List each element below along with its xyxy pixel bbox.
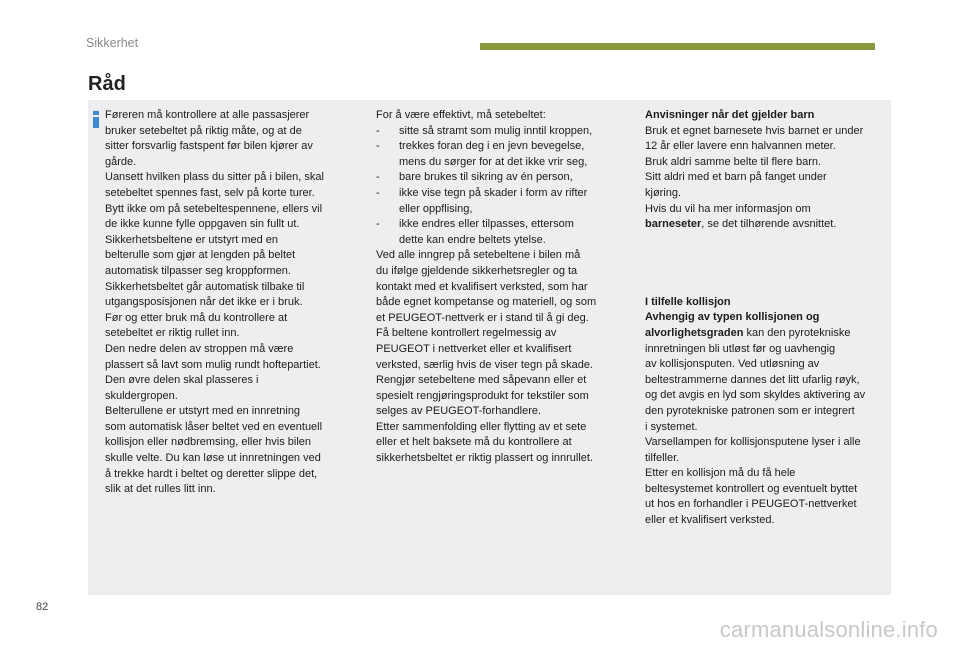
list-item: [376, 170, 626, 186]
text-line: Etter en kollisjon må du få hele: [645, 467, 796, 480]
text-line: bruker setebeltet på riktig måte, og at de: [105, 124, 302, 137]
text-line: Etter sammenfolding eller flytting av et sete: [376, 420, 587, 433]
column-belt-effectiveness: [376, 108, 626, 467]
list-item: [376, 217, 626, 248]
text-line: både egnet kompetanse og materiell, og som: [376, 296, 597, 309]
text-line: skulle velte. Du kan løse ut innretningen ved: [105, 452, 321, 465]
text-line: Sitt aldri med et barn på fanget under: [645, 171, 827, 184]
children-text: [645, 124, 890, 218]
text-line: Sikkerhetsbeltene er utstyrt med en: [105, 233, 279, 246]
list-item-text: mens du sørger for at det ikke vrir seg,: [399, 155, 588, 168]
text-line: beltestrammerne dannes det litt ufarlig røyk,: [645, 373, 860, 386]
text-line: Ved alle inngrep på setebeltene i bilen må: [376, 249, 581, 262]
text-line: 12 år eller lavere enn halvannen meter.: [645, 140, 836, 153]
text-line: eller et kvalifisert verksted.: [645, 514, 775, 527]
text-line: Bruk aldri samme belte til flere barn.: [645, 155, 822, 168]
text-line: utgangsposisjonen når det ikke er i bruk.: [105, 296, 303, 309]
collision-heading: I tilfelle kollisjon: [645, 295, 731, 308]
text-line: Bytt ikke om på setebeltespennene, ellers vil: [105, 202, 323, 215]
text-line: automatisk tilpasser seg kroppformen.: [105, 264, 291, 277]
text-line: et PEUGEOT-nettverk er i stand til å gi deg.: [376, 311, 589, 324]
column-general-advice: [105, 108, 355, 498]
text-line: de ikke kunne fylle oppgaven sin fullt ut.: [105, 218, 300, 231]
text-line: Få beltene kontrollert regelmessig av: [376, 327, 557, 340]
text-line: setebeltet spennes fast, selv på korte turer.: [105, 186, 315, 199]
text-line: tilfeller.: [645, 451, 680, 464]
text-line: sikkerhetsbeltet er riktig plassert og innrullet.: [376, 452, 594, 465]
collision-severity-line: alvorlighetsgraden kan den pyrotekniske: [645, 326, 851, 339]
text-line: Varsellampen for kollisjonsputene lyser i alle: [645, 436, 861, 449]
list-bullet: -: [376, 218, 380, 231]
page-number: 82: [36, 601, 49, 613]
info-icon: [93, 111, 99, 128]
text-line: Uansett hvilken plass du sitter på i bilen, skal: [105, 171, 324, 184]
text-line: verksted, særlig hvis de viser tegn på skade.: [376, 358, 594, 371]
text-line: sitter forsvarlig fastspent før bilen kjører av: [105, 140, 313, 153]
list-item-text: sitte så stramt som mulig inntil kroppen,: [399, 124, 593, 137]
text-line: Sikkerhetsbeltet går automatisk tilbake til: [105, 280, 305, 293]
text-line: setebeltet er riktig rullet inn.: [105, 327, 240, 340]
list-item: [376, 139, 626, 170]
text-line: gårde.: [105, 155, 137, 168]
children-heading: Anvisninger når det gjelder barn: [645, 109, 815, 121]
text-line: Før og etter bruk må du kontrollere at: [105, 311, 288, 324]
column-children-collision: [645, 108, 890, 529]
page-title: Råd: [88, 73, 126, 95]
list-item-text: ikke endres eller tilpasses, ettersom: [399, 218, 574, 231]
list-bullet: -: [376, 140, 380, 153]
text-line: Bruk et egnet barnesete hvis barnet er under: [645, 124, 864, 137]
text-line: og det avgis en lyd som skyldes aktivering av: [645, 389, 866, 402]
watermark: carmanualsonline.info: [719, 617, 938, 642]
text-line: Rengjør setebeltene med såpevann eller et: [376, 374, 587, 387]
list-bullet: -: [376, 186, 380, 199]
text-line: Den nedre delen av stroppen må være: [105, 342, 294, 355]
text-line: kjøring.: [645, 186, 682, 199]
text-line: slik at det rulles litt inn.: [105, 483, 216, 496]
text-line: den pyrotekniske patronen som er integrert: [645, 404, 855, 417]
child-seat-link-text: barneseter: [645, 218, 702, 231]
collision-subheading: Avhengig av typen kollisjonen og: [645, 311, 820, 324]
text-line: som automatisk låser beltet ved en eventuell: [105, 420, 323, 433]
list-item: [376, 186, 626, 217]
text-line: selges av PEUGEOT-forhandlere.: [376, 405, 542, 418]
list-bullet: -: [376, 124, 380, 137]
text-line: PEUGEOT i nettverket eller et kvalifisert: [376, 342, 572, 355]
text-line: kontakt med et kvalifisert verksted, som har: [376, 280, 588, 293]
belt-requirements-list: [376, 124, 626, 249]
text-line: i systemet.: [645, 420, 698, 433]
text-line: å trekke hardt i beltet og deretter slippe det,: [105, 467, 318, 480]
list-item-text: bare brukes til sikring av én person,: [399, 171, 573, 184]
list-item-text: trekkes foran deg i en jevn bevegelse,: [399, 140, 585, 153]
list-item-text: ikke vise tegn på skader i form av rifter: [399, 186, 588, 199]
section-label: Sikkerhet: [86, 36, 139, 50]
text-line: Føreren må kontrollere at alle passasjerer: [105, 109, 310, 121]
child-seat-reference: barneseter, se det tilhørende avsnittet.: [645, 218, 837, 231]
text-line: kollisjon eller nødbremsing, eller hvis bilen: [105, 436, 312, 449]
text-line: skuldergropen.: [105, 389, 178, 402]
text-line: Hvis du vil ha mer informasjon om: [645, 202, 811, 215]
text-line: beltesystemet kontrollert og eventuelt byttet: [645, 482, 858, 495]
text-line: eller et helt baksete må du kontrollere at: [376, 436, 572, 449]
belt-maintenance-text: [376, 248, 626, 466]
collision-text: [645, 342, 890, 529]
text-line: Den øvre delen skal plasseres i: [105, 374, 259, 387]
header-accent-bar: [480, 43, 875, 50]
belt-intro: For å være effektivt, må setebeltet:: [376, 109, 546, 121]
list-item-text: dette kan endre beltets ytelse.: [399, 233, 546, 246]
text-line: spesielt rengjøringsprodukt for tekstiler som: [376, 389, 589, 402]
list-bullet: -: [376, 171, 380, 184]
list-item-text: eller oppflising,: [399, 202, 473, 215]
text-line: du ifølge gjeldende sikkerhetsregler og ta: [376, 264, 578, 277]
text-line: ut hos en forhandler i PEUGEOT-nettverket: [645, 498, 857, 511]
list-item: [376, 124, 626, 140]
text-line: belterulle som gjør at lengden på beltet: [105, 249, 296, 262]
text-line: av kollisjonsputen. Ved utløsning av: [645, 358, 820, 371]
text-line: plassert så lavt som mulig rundt hoftepartiet.: [105, 358, 321, 371]
text-line: Belterullene er utstyrt med en innretning: [105, 405, 301, 418]
text-line: innretningen bli utløst før og uavhengig: [645, 342, 836, 355]
